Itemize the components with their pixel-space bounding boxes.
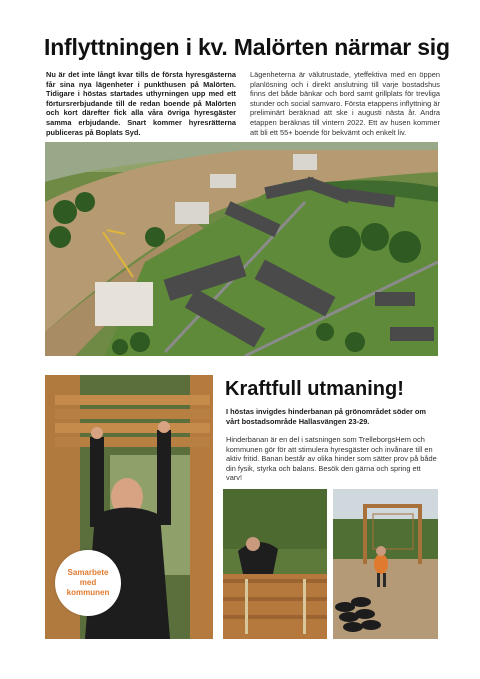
article-intro: Nu är det inte långt kvar tills de första hyresgästerna får sina nya lägenheter i punkthusen på Malörten. Tidigare i höstas startades uthyrningen upp med ett förtursrerbjudande till de redan boende på Malörten och kort därefter fick alla våra övriga hyresgäster samma erbjudande. Snart kommer hyresrätterna publiceras på Boplats Syd. <box>46 70 236 137</box>
collaboration-badge <box>55 550 121 616</box>
section-lead: I höstas invigdes hinderbanan på grönområdet söder om vårt bostadsområde Hallasvängen 23-29. <box>226 407 426 426</box>
badge-text: Samarbete med kommunen <box>66 568 110 597</box>
aerial-photo <box>45 142 438 356</box>
section-headline: Kraftfull utmaning! <box>225 378 404 400</box>
article-body: Lägenheterna är välutrustade, yteffektiva med en öppen planlösning och i direkt anslutning till varje bostadshus finns det både bänkar och bord samt grillplats för trevliga stunder och social samvaro. Första etappens inflyttning är preliminärt beräknad att ske i augusti nästa år. Andra etappen beräknas till vintern 2022. Ett av husen kommer att bli ett 55+ boende för bekvämt och enkelt liv. <box>250 70 440 137</box>
section-body: Hinderbanan är en del i satsningen som TrelleborgsHem och kommunen gör för att stimulera hyresgäster och invånare till en aktiv fritid. Banan består av olika hinder som sätter prov på både din fysik, styrka och balans. Besök den gärna och spring ett varv! <box>226 435 437 483</box>
article-headline: Inflyttningen i kv. Malörten närmar sig <box>44 34 450 60</box>
tire-run-photo <box>333 489 438 639</box>
wall-climb-photo <box>223 489 327 639</box>
